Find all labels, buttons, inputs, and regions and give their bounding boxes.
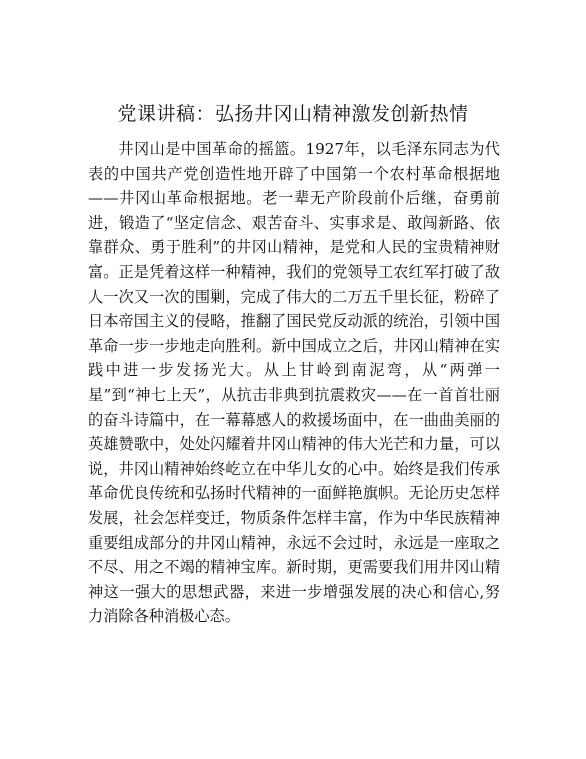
body-paragraph: 井冈山是中国革命的摇篮。1927年，以毛泽东同志为代表的中国共产党创造性地开辟了中国第一个农村革命根据地——井冈山革命根据地。老一辈无产阶段前仆后继，奋勇前进，锻造了“坚定信念、艰苦奋斗、实事求是、敢闯新路、依靠群众、勇于胜利”的井冈山精神，是党和人民的宝贵精神财富。正是凭着这样一种精神，我们的党领导工农红军打破了敌人一次又一次的围剿，完成了伟大的二万五千里长征，粉碎了日本帝国主义的侵略，推翻了国民党反动派的统治，引领中国革命一步一步地走向胜利。新中国成立之后，井冈山精神在实践中进一步发扬光大。从上甘岭到南泥弯，从“两弹一星”到“神七上天”，从抗击非典到抗震救灾——在一首首壮丽的奋斗诗篇中，在一幕幕感人的救援场面中，在一曲曲美丽的英雄赞歌中，处处闪耀着井冈山精神的伟大光芒和力量，可以说，井冈山精神始终屹立在中华儿女的心中。始终是我们传承革命优良传统和弘扬时代精神的一面鲜艳旗帜。无论历史怎样发展，社会怎样变迁，物质条件怎样丰富，作为中华民族精神重要组成部分的井冈山精神，永远不会过时，永远是一座取之不尽、用之不竭的精神宝库。新时期，更需要我们用井冈山精神这一强大的思想武器，来进一步增强发展的决心和信心,努力消除各种消极心态。 [88, 140, 500, 626]
document-title: 党课讲稿：弘扬井冈山精神激发创新热情 [117, 103, 469, 125]
